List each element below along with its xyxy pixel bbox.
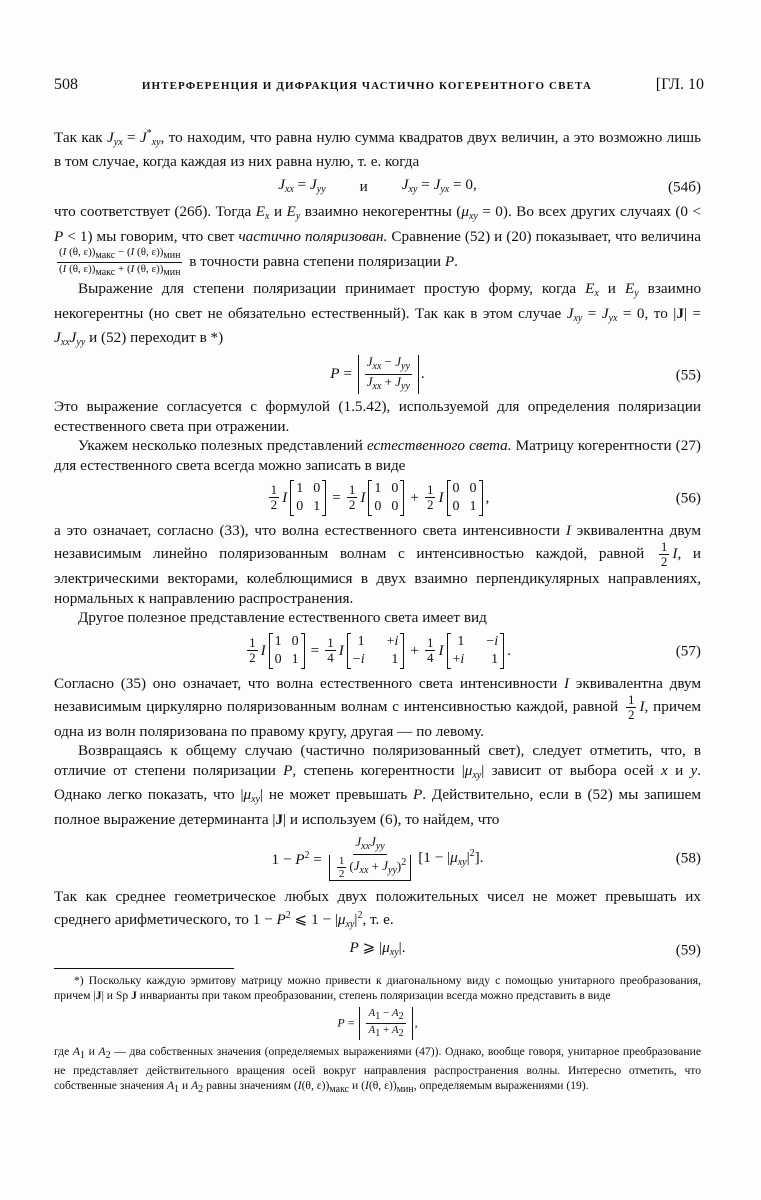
paragraph-4: Это выражение согласуется с формулой (1.5.42), используемой для определения поляризации естественного света при отражении. [54,398,701,435]
equation-59: P ⩾ $|\mu_{xy}|$. (59) [349,938,701,959]
equation-57: $\frac{1}{2}$ I 1 0 0 1 = $\frac{1}{4}$ I 1 +i −i 1 + $\frac{1}{4}$ I 1 −i +i 1 . (57) [249,633,701,667]
chapter-title: ИНТЕРФЕРЕНЦИЯ И ДИФРАКЦИЯ ЧАСТИЧНО КОГЕРЕНТНОГО СВЕТА [141,80,592,92]
equation-55: P = $\frac{J_{xx} - J_{yy}}{J_{xx} + J_{yy}}$ . (55) [330,354,701,393]
running-head [54,76,704,98]
paragraph-2: что соответствует (26б). Тогда $E_x$ и $E_y$ взаимно некогерентны $(\mu_{xy} = 0)$. Во всех других случаях (0 < P < 1) мы говорим, что свет частично поляризован. Сравнение (52) и (20) показывает, что величина $\frac{(I (\theta, \varepsilon))_{макс} - (I (\theta, \varepsilon))_{мин}}{(I (\theta, \varepsilon))_{макс} + (I (\theta, \varepsilon))_{мин}}$ в точности равна степени поляризации P. [54,203,702,279]
polarization-fraction: $\frac{(I (\theta, \varepsilon))_{макс} - (I (\theta, \varepsilon))_{мин}}{(I (\theta, \varepsilon))_{макс} + (I (\theta, \varepsilon))_{мин}}$ [59,246,181,279]
chapter-number: [ГЛ. 10 [655,76,704,93]
main-text [54,124,701,1097]
footnote-equation: P = $\frac{A_1 - A_2}{A_1 + A_2}$ , [337,1007,418,1040]
equation-54b: $J_{xx} = J_{yy}$ и $J_{xy} = J_{yx} = 0$, (54б) [278,175,701,196]
equation-number: (56) [675,489,701,507]
footnote-text: *) Поскольку каждую эрмитову матрицу можно привести к диагональному виду с помощью унитарного преобразования, причем |J| и Sp J инварианты при таком преобразовании, степень поляризации всегда можно представить в виде [54,974,701,1003]
paragraph-3: Выражение для степени поляризации принимает простую форму, когда $E_x$ и $E_y$ взаимно некогерентны (но свет не обязательно естественный). Так как в этом случае $J_{xy} = J_{yx} = 0$, то $|J| = J_{xx}J_{yy}$ и (52) переходит в *) [54,280,702,348]
paragraph-8: Согласно (35) оно означает, что волна естественного света интенсивности I эквивалентна двум независимым циркулярно поляризованным волнам с интенсивностью каждой, равной $\frac{1}{2}$ I, причем одна из волн поляризована по правому кругу, другая — по левому. [54,674,702,740]
equation-number: (58) [675,849,701,867]
paragraph-1: Так как $J_{yx} = J^*_{xy}$, то находим, что равна нулю сумма квадратов двух величин, а это возможно лишь в том случае, когда каждая из них равна нулю, т. е. когда [54,128,701,171]
paragraph-5: Укажем несколько полезных представлений естественного света. Матрицу когерентности (27) для естественного света всегда можно записать в виде [54,437,701,474]
equation-number: (55) [675,366,701,384]
paragraph-6: а это означает, согласно (33), что волна естественного света интенсивности I эквивалентна двум независимым линейно поляризованным волнам с интенсивностью каждой, равной $\frac{1}{2}$ I, и электрическими векторами, колеблющимися в двух взаимно перпендикулярных направлениях, нормальных к направлению распространения. [54,521,702,607]
equation-number: (57) [675,641,701,659]
equation-number: (54б) [667,178,701,196]
equation-56: $\frac{1}{2}$ I 1 0 0 1 = $\frac{1}{2}$ I 1 0 0 0 + $\frac{1}{2}$ I 0 0 0 1 , (56) [270,480,701,514]
paragraph-9: Возвращаясь к общему случаю (частично поляризованный свет), следует отметить, что, в отличие от степени поляризации P, степень когерентности $|\mu_{xy}|$ зависит от выбора осей x и y. Однако легко показать, что $|\mu_{xy}|$ не может превышать P. Действительно, если в (52) мы запишем полное выражение детерминанта |J| и используем (6), то найдем, что [54,742,702,828]
paragraph-7: Другое полезное представление естественного света имеет вид [78,609,487,627]
equation-number: (59) [675,941,701,959]
footnote-divider [54,968,234,969]
equation-58: $1 - P^2$ = $J_{xx}J_{yy}$ $\frac{1}{2}$ $(J_{xx} + J_{yy})^2$ $[1 - |\mu_{xy}|^2]$. (58) [271,834,701,880]
page-number: 508 [54,76,78,93]
footnote [54,973,701,1097]
footnote-text-2: где $A_1$ и $A_2$ — два собственных значения (определяемых выражениями (47)). Однако, вообще говоря, унитарное преобразование не представляет действительного вращения осей вокруг направления распространения волны. Интересно отметить, что собственные значения $A_1$ и $A_2$ равны значениям (I(θ, $\varepsilon))_{макс}$ и (I(θ, $\varepsilon))_{мин}$, определяемым выражениями (19). [54,1045,701,1096]
paragraph-10: Так как среднее геометрическое любых двух положительных чисел не может превышать их среднего арифметического, то $1 - P^2$ ⩽ $1 - |\mu_{xy}|^2$, т. е. [54,888,701,931]
